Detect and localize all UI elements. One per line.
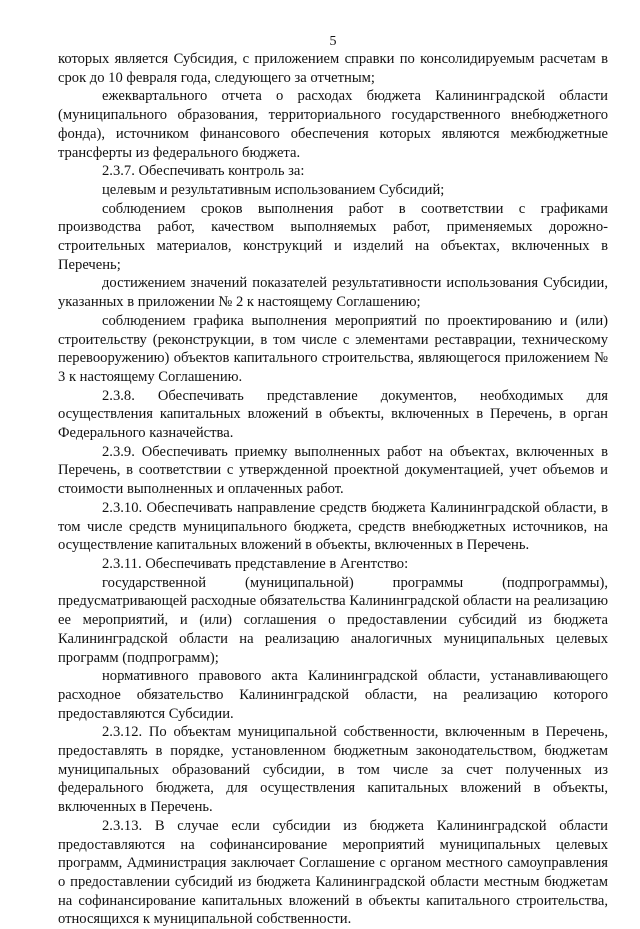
paragraph-legal-act: нормативного правового акта Калининградской области, устанавливающего расходное обязательство Калининградской области, на реализацию которого предоставляются Субсидии. xyxy=(58,668,608,722)
paragraph-2-3-7: 2.3.7. Обеспечивать контроль за: xyxy=(102,163,305,180)
paragraph-continuation: которых является Субсидия, с приложением справки по консолидируемым расчетам в срок до 10 февраля года, следующего за отчетным; xyxy=(58,51,608,86)
paragraph-2-3-12: 2.3.12. По объектам муниципальной собственности, включенным в Перечень, предоставлять в порядке, установленном бюджетным законодательством, бюджетам муниципальных образований субсидии, в том числе за счет полученных из федерального бюджета, для осуществления капитальных вложений в объекты, включенных в Перечень. xyxy=(58,724,608,816)
paragraph-performance-indicators: достижением значений показателей результативности использования Субсидии, указанных в приложении № 2 к настоящему Соглашению; xyxy=(58,275,608,311)
paragraph-2-3-9: 2.3.9. Обеспечивать приемку выполненных работ на объектах, включенных в Перечень, в соответствии с утвержденной проектной документацией, учет объемов и стоимости выполненных и оплаченных работ. xyxy=(58,443,608,498)
paragraph-2-3-8: 2.3.8. Обеспечивать представление документов, необходимых для осуществления капитальных вложений в объекты, включенных в Перечень, в орган Федерального казначейства. xyxy=(58,387,608,442)
paragraph-2-3-10: 2.3.10. Обеспечивать направление средств бюджета Калининградской области, в том числе средств муниципального бюджета, средств внебюджетных источников, на осуществление капитальных вложений в объекты, включенных в Перечень. xyxy=(58,499,608,554)
paragraph-2-3-13: 2.3.13. В случае если субсидии из бюджета Калининградской области предоставляются на софинансирование мероприятий муниципальных целевых программ, Администрация заключает Соглашение с органом местного самоуправления о предоставлении субсидий из бюджета Калининградской области местным бюджетам на софинансирование капитальных вложений в объекты капитального строительства, относящихся к муниципальной собственности. xyxy=(58,817,608,928)
paragraph-state-program: государственной (муниципальной) программы (подпрограммы), предусматривающей расходные обязательства Калининградской области на реализацию ее мероприятий, и (или) соглашения о предоставлении субсидий из бюджета Калининградской области на реализацию аналогичных муниципальных целевых программ (подпрограмм); xyxy=(58,574,608,666)
page-number: 5 xyxy=(329,34,337,49)
paragraph-2-3-11: 2.3.11. Обеспечивать представление в Агентство: xyxy=(102,555,409,572)
paragraph-quarterly-report: ежеквартального отчета о расходах бюджета Калининградской области (муниципального образования, территориального государственного внебюджетного фонда), источником финансового обеспечения которых являются межбюджетные трансферты из федерального бюджета. xyxy=(58,88,608,161)
paragraph-target-use: целевым и результативным использованием Субсидий; xyxy=(102,181,445,198)
paragraph-work-schedule: соблюдением сроков выполнения работ в соответствии с графиками производства работ, качеством выполняемых работ, применяемых дорожно-строительных материалов, конструкций и изделий на объектах, включенных в Перечень; xyxy=(58,200,608,273)
paragraph-design-schedule: соблюдением графика выполнения мероприятий по проектированию и (или) строительству (реконструкции, в том числе с элементами реставрации, техническому перевооружению) объектов капитального строительства, являющегося приложением № 3 к настоящему Соглашению. xyxy=(58,312,608,385)
